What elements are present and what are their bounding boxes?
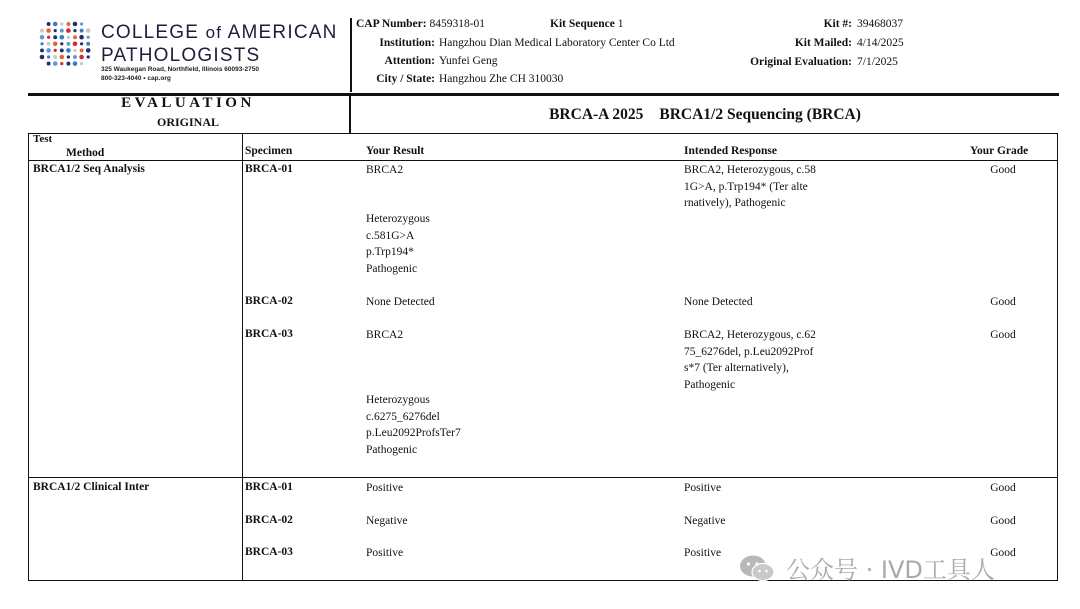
table-header-rule <box>28 160 1058 161</box>
city-state-value: Hangzhou Zhe CH 310030 <box>439 73 564 85</box>
cap-logo-dots-icon <box>38 20 92 70</box>
col-header-intended-response: Intended Response <box>684 145 777 157</box>
grade: Good <box>990 482 1016 494</box>
specimen-id: BRCA-03 <box>245 546 293 558</box>
grade: Good <box>990 329 1016 341</box>
col-header-your-grade: Your Grade <box>970 145 1029 157</box>
table-divider-section <box>28 477 1058 478</box>
kit-number-value: 39468037 <box>857 18 903 30</box>
institution-label: Institution: <box>379 37 435 49</box>
eval-divider-vertical <box>349 95 351 133</box>
intended-response: BRCA2, Heterozygous, c.58 1G>A, p.Trp194* (Ter alte rnatively), Pathogenic <box>684 164 816 209</box>
evaluation-title: EVALUATION <box>121 95 255 111</box>
logo-line-2: PATHOLOGISTS <box>101 45 261 66</box>
col-header-method: Method <box>66 147 105 159</box>
logo-line-1: COLLEGE of AMERICAN <box>101 22 338 43</box>
your-result: Positive <box>366 547 404 559</box>
col-header-your-result: Your Result <box>366 145 425 157</box>
watermark-text: 公众号 · IVD工具人 <box>786 556 995 584</box>
your-result: None Detected <box>366 296 435 308</box>
col-header-test: Test <box>33 133 53 145</box>
your-result-detail: Heterozygous c.581G>A p.Trp194* Pathogenic <box>366 213 430 275</box>
kit-mailed-label: Kit Mailed: <box>794 37 852 49</box>
grade: Good <box>990 547 1016 559</box>
specimen-id: BRCA-01 <box>245 481 293 493</box>
intended-response: Negative <box>684 515 726 527</box>
test-name: BRCA1/2 Seq Analysis <box>33 163 145 175</box>
wechat-icon <box>738 553 776 583</box>
grade: Good <box>990 164 1016 176</box>
your-result: Positive <box>366 482 404 494</box>
attention-value: Yunfei Geng <box>439 55 498 67</box>
institution-value: Hangzhou Dian Medical Laboratory Center Co Ltd <box>439 37 675 49</box>
specimen-id: BRCA-02 <box>245 295 293 307</box>
grade: Good <box>990 515 1016 527</box>
specimen-id: BRCA-03 <box>245 328 293 340</box>
specimen-id: BRCA-01 <box>245 163 293 175</box>
your-result: Negative <box>366 515 408 527</box>
your-result: BRCA2 <box>366 329 404 341</box>
program-title: BRCA-A 2025 BRCA1/2 Sequencing (BRCA) <box>549 106 861 123</box>
kit-mailed-value: 4/14/2025 <box>857 37 904 49</box>
intended-response: None Detected <box>684 296 753 308</box>
test-name: BRCA1/2 Clinical Inter <box>33 481 150 493</box>
results-table <box>28 133 1058 581</box>
logo-phone: 800-323-4040 • cap.org <box>101 75 171 82</box>
intended-response: Positive <box>684 482 722 494</box>
specimen-id: BRCA-02 <box>245 514 293 526</box>
col-header-specimen: Specimen <box>245 145 293 157</box>
evaluation-subtitle: ORIGINAL <box>156 115 219 129</box>
original-evaluation-value: 7/1/2025 <box>857 56 898 68</box>
attention-label: Attention: <box>384 55 435 67</box>
table-divider-test <box>242 133 243 581</box>
watermark <box>738 550 995 585</box>
cap-number: CAP Number: 8459318-01 <box>356 18 486 30</box>
original-evaluation-label: Original Evaluation: <box>750 56 852 68</box>
intended-response: Positive <box>684 547 722 559</box>
your-result: BRCA2 <box>366 164 404 176</box>
intended-response: BRCA2, Heterozygous, c.62 75_6276del, p.Leu2092Prof s*7 (Ter alternatively), Pathogenic <box>684 329 816 391</box>
city-state-label: City / State: <box>376 73 435 85</box>
logo-address: 325 Waukegan Road, Northfield, Illinois 60093-2750 <box>101 66 259 73</box>
kit-sequence: Kit Sequence 1 <box>550 18 624 30</box>
grade: Good <box>990 296 1016 308</box>
your-result-detail: Heterozygous c.6275_6276del p.Leu2092ProfsTer7 Pathogenic <box>366 394 461 456</box>
kit-number-label: Kit #: <box>823 18 852 30</box>
